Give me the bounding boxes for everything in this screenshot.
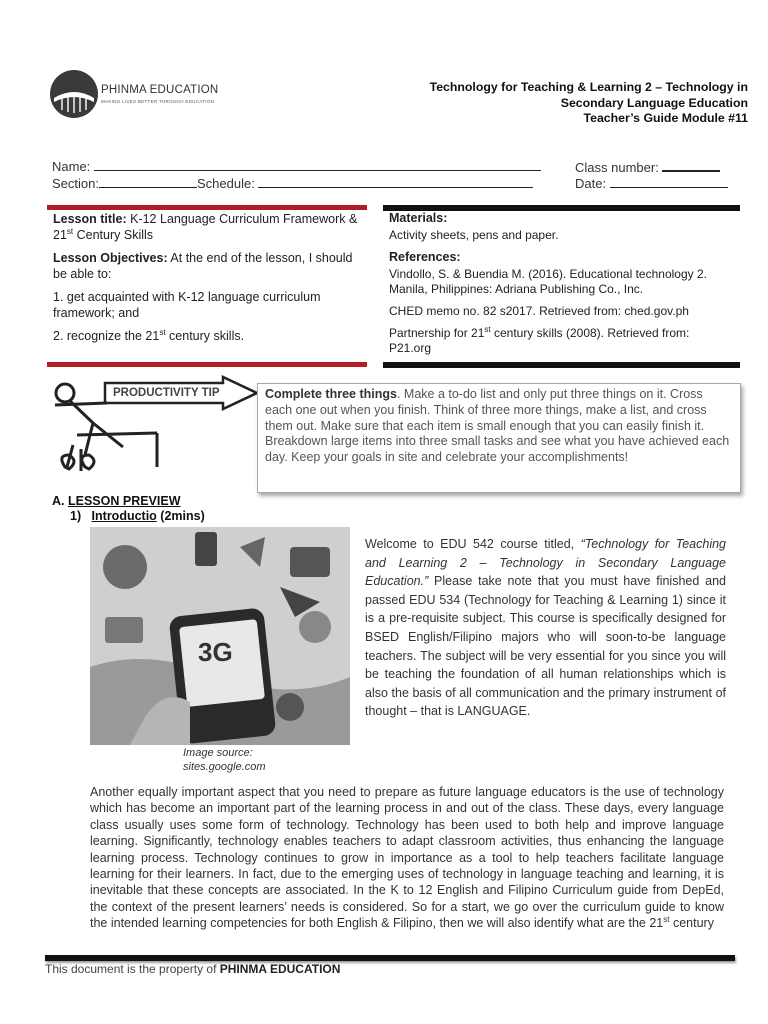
tip-body-text: . Make a to-do list and only put three things on it. Cross each one out when you finish. Think of three more things, make a list, and cross them out. Make sure that each item is small enough that you can easily finish it. Breakdown large items into three small tasks and see what you have achieved each day. Keep your goals in site and celebrate your accomplishments!	[265, 387, 730, 465]
header-line-2: Secondary Language Education	[560, 95, 748, 110]
reference-3-end: century skills (2008). Retrieved from: P21.org	[389, 326, 690, 355]
paragraph-2-sup: st	[663, 915, 670, 925]
lesson-title-end: Century Skills	[76, 228, 154, 242]
welcome-start: Welcome to EDU 542 course titled,	[365, 537, 581, 551]
lesson-top-bar	[47, 205, 367, 210]
name-field	[52, 157, 541, 174]
objective-1: 1. get acquainted with K-12 language curriculum framework; and	[53, 290, 321, 320]
section-field	[52, 174, 533, 191]
intro-heading	[70, 509, 205, 523]
objective-2-end: century skills.	[169, 329, 245, 343]
reference-1: Vindollo, S. & Buendia M. (2016). Educational technology 2. Manila, Philippines: Adriana Publishing Co., Inc.	[389, 267, 707, 296]
3g-badge: 3G	[198, 637, 233, 667]
class-number-field	[575, 157, 720, 175]
section-a-letter: A.	[52, 494, 65, 508]
references-label: References:	[389, 250, 461, 264]
footer-prefix: This document is the property of	[45, 962, 220, 976]
productivity-tip-box	[257, 383, 741, 493]
objective-2-sup: st	[159, 327, 166, 337]
intro-time: (2mins)	[160, 509, 205, 523]
technology-collage-image	[90, 527, 350, 745]
lesson-info	[53, 211, 358, 351]
module-header	[318, 80, 748, 127]
header-line-3: Teacher’s Guide Module #11	[583, 111, 748, 125]
objectives-label: Lesson Objectives:	[53, 251, 168, 265]
phinma-logo	[48, 68, 248, 120]
class-number-label: Class number:	[575, 160, 659, 175]
materials-info	[389, 211, 734, 363]
lesson-title-label: Lesson title:	[53, 212, 127, 226]
lesson-title-text: K-12 Language Curriculum Framework & 21	[53, 212, 358, 242]
materials-text: Activity sheets, pens and paper.	[389, 228, 559, 242]
section-a-heading	[52, 494, 181, 508]
smartphone-collage-icon	[90, 527, 350, 745]
welcome-course-title: “Technology for Teaching and Learning 2 – Technology in Secondary Language Education.”	[365, 537, 726, 589]
caption-line-1: Image source:	[183, 747, 253, 759]
lesson-bottom-bar	[47, 362, 367, 367]
technology-paragraph	[90, 784, 724, 932]
image-caption	[183, 746, 266, 774]
date-input-line[interactable]	[610, 174, 728, 188]
section-label: Section:	[52, 176, 99, 191]
date-label: Date:	[575, 176, 607, 191]
class-number-input-line[interactable]	[662, 157, 720, 172]
name-input-line[interactable]	[94, 157, 541, 171]
welcome-rest: Please take note that you must have finished and passed EDU 534 (Technology for Teaching & Learning 1) since it is a pre-requisite subject. This course is specifically designed for BSED English/Filipino majors who will soon-to-be language teachers. The subject will be very essential for you since you will be teaching the foundation of all human relationships which is also the basis of all communication and the primary instrument of thought – that is LANGUAGE.	[365, 574, 726, 719]
section-a-title: LESSON PREVIEW	[67, 494, 181, 508]
materials-label: Materials:	[389, 211, 448, 225]
paragraph-2-end: century	[669, 916, 714, 931]
lesson-title-sup: st	[66, 226, 74, 236]
reference-2: CHED memo no. 82 s2017. Retrieved from: ched.gov.ph	[389, 304, 689, 318]
welcome-paragraph	[365, 535, 726, 721]
objective-2	[53, 328, 358, 344]
name-label: Name:	[52, 159, 91, 174]
productivity-tip-label: PRODUCTIVITY TIP	[113, 387, 220, 399]
lesson-title	[53, 211, 358, 243]
tip-bold-text: Complete three things	[265, 387, 397, 401]
footer-bar	[45, 955, 735, 961]
paragraph-2-text: Another equally important aspect that you need to prepare as future language educators is the use of technology which has become an important part of the learning process in and out of the class. These days, every language class usually uses some form of technology. Technology has been used to both help and improve language learning. Significantly, technology enables teachers to adapt classroom activities, thus enhancing the language learning process. Technology continues to grow in importance as a tool to help teachers facilitate language learning for their learners. In fact, due to the emerging uses of technology in language teaching and learning, it is inevitable that these concepts are associated. In the K to 12 English and Filipino Curriculum guide from DepEd, the context of the present learners’ needs is considered. So for a start, we go over the curriculum guide to know the intended learning competencies for both English & Filipino, then we will also identify what are the 21	[90, 785, 724, 931]
reference-3-sup: st	[484, 325, 491, 334]
reference-3-start: Partnership for 21	[389, 326, 485, 340]
date-field	[575, 174, 728, 191]
phinma-logo-icon	[48, 68, 100, 120]
section-input-line[interactable]	[99, 174, 197, 188]
logo-tagline: MAKING LIVES BETTER THROUGH EDUCATION	[101, 99, 215, 104]
header-line-1: Technology for Teaching & Learning 2 – Technology in	[429, 80, 748, 94]
schedule-input-line[interactable]	[258, 174, 533, 188]
objectives-text: At the end of the lesson, I should be able to:	[53, 251, 353, 281]
logo-name: PHINMA EDUCATION	[101, 84, 219, 96]
productivity-tip-text	[265, 387, 732, 466]
schedule-label: Schedule:	[196, 176, 255, 191]
caption-line-2: sites.google.com	[183, 761, 266, 773]
reference-3	[389, 326, 734, 356]
footer-text	[45, 962, 340, 976]
objective-2-start: 2. recognize the 21	[53, 329, 160, 343]
intro-title: Introductio	[91, 509, 157, 523]
footer-brand: PHINMA EDUCATION	[219, 962, 341, 976]
lesson-objectives	[53, 250, 358, 282]
productivity-tip-figure	[45, 375, 275, 475]
intro-number: 1)	[70, 509, 82, 523]
